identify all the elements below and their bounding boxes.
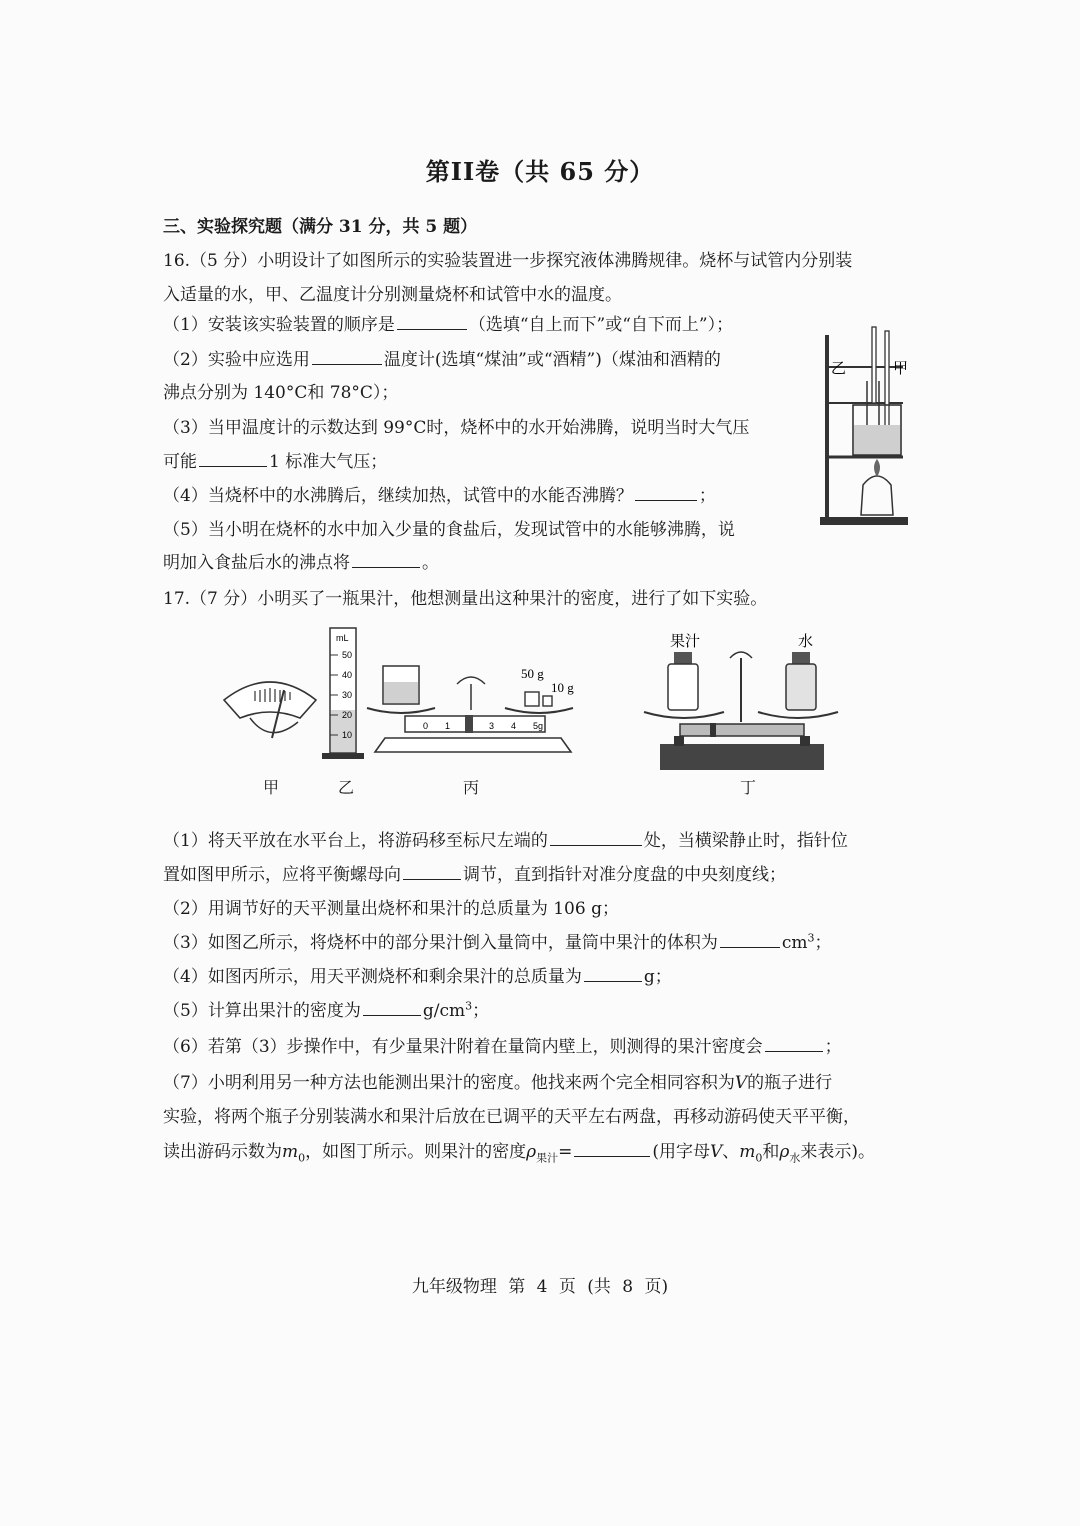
q16-part5-cont xyxy=(163,548,439,573)
q16-p2-text-a: （2）实验中应选用 xyxy=(163,350,310,370)
ruler-tick-label: 3 xyxy=(489,721,495,731)
q16-part4 xyxy=(163,481,716,506)
q17-p7-text-f: = xyxy=(558,1142,573,1162)
thermometer-jia xyxy=(872,327,876,403)
weight-50g-label: 50 g xyxy=(521,666,544,681)
q17-p7-var-v2: V xyxy=(710,1142,723,1162)
q16-p1-blank[interactable] xyxy=(397,312,467,330)
rider[interactable] xyxy=(465,715,473,733)
q16-p5-text-c: 。 xyxy=(422,553,439,573)
fig-label-ding: 丁 xyxy=(740,778,757,797)
figure-ding-balance xyxy=(640,628,840,776)
q17-p4-blank[interactable] xyxy=(584,964,642,982)
q17-part1-cont xyxy=(163,860,786,885)
q17-p7-rho2-sub: 水 xyxy=(789,1151,801,1165)
q17-p7-var-m2: m xyxy=(739,1142,756,1162)
q17-p7-rho-sub: 果汁 xyxy=(536,1151,559,1165)
cylinder-tick-label: 40 xyxy=(342,670,353,680)
q16-p3-text-c: 1 标准大气压； xyxy=(269,452,388,472)
q17-p7-blank[interactable] xyxy=(574,1139,650,1157)
q16-p4-text-b: ； xyxy=(698,486,716,506)
beaker-water xyxy=(854,425,900,454)
weight-50g xyxy=(525,692,539,706)
q16-p2-text-b: 温度计(选填“煤油”或“酒精”)（煤油和酒精的 xyxy=(383,350,721,370)
pointer-scale xyxy=(730,652,752,658)
q17-p7-var-m-sub: 0 xyxy=(298,1151,306,1165)
q17-part7-line2: 实验，将两个瓶子分别装满水和果汁后放在已调平的天平左右两盘，再移动游码使天平平衡， xyxy=(163,1107,860,1127)
alcohol-lamp xyxy=(861,476,893,515)
figure-bing-balance xyxy=(365,660,580,760)
q17-p7-rho2: ρ xyxy=(779,1142,790,1162)
q17-p7-text-h: 、 xyxy=(722,1142,740,1162)
weight-10g xyxy=(543,696,552,706)
q17-p7-var-m2-sub: 0 xyxy=(755,1151,763,1165)
q17-p5-text-c: ； xyxy=(472,1001,490,1021)
q16-p3-text-b: 可能 xyxy=(163,452,197,472)
q17-p7-text-a: （7）小明利用另一种方法也能测出果汁的密度。他找来两个完全相同容积为 xyxy=(163,1073,735,1093)
q16-p4-text-a: （4）当烧杯中的水沸腾后，继续加热，试管中的水能否沸腾？ xyxy=(163,486,633,506)
right-foot xyxy=(800,736,810,746)
boiling-apparatus-figure xyxy=(815,325,915,530)
q17-p1-blank1[interactable] xyxy=(550,828,642,846)
thermometer-yi xyxy=(885,331,889,431)
stand-base xyxy=(820,517,908,525)
q17-p7-rho: ρ xyxy=(526,1142,537,1162)
q17-part2: （2）用调节好的天平测量出烧杯和果汁的总质量为 106 g； xyxy=(163,899,619,919)
q16-part1 xyxy=(163,310,733,335)
rider[interactable] xyxy=(710,723,716,737)
q16-p1-text-a: （1）安装该实验装置的顺序是 xyxy=(163,315,395,335)
q16-part2-cont: 沸点分别为 140°C和 78°C）； xyxy=(163,383,399,403)
left-pan xyxy=(644,712,724,718)
page-title: 第II卷（共 65 分） xyxy=(425,157,655,186)
q17-part6 xyxy=(163,1032,842,1057)
cylinder-unit: mL xyxy=(336,633,349,643)
figure-yi-cylinder xyxy=(318,625,368,765)
q17-p1-text-c: 置如图甲所示，应将平衡螺母向 xyxy=(163,865,401,885)
q17-part1 xyxy=(163,826,848,851)
q16-part5: （5）当小明在烧杯的水中加入少量的食盐后，发现试管中的水能够沸腾，说 xyxy=(163,520,735,540)
q17-part3 xyxy=(163,928,831,953)
q17-p1-text-a: （1）将天平放在水平台上，将游码移至标尺左端的 xyxy=(163,831,548,851)
beaker-juice xyxy=(384,682,418,703)
q17-part7 xyxy=(163,1068,832,1093)
q17-p1-text-b: 处，当横梁静止时，指针位 xyxy=(643,831,848,851)
q17-p7-text-g: (用字母 xyxy=(652,1142,711,1162)
q17-p7-text-i: 和 xyxy=(762,1142,780,1162)
cylinder-base xyxy=(322,753,364,759)
ruler-tick-label: 0 xyxy=(423,721,429,731)
q16-p4-blank[interactable] xyxy=(635,483,697,501)
weight-10g-label: 10 g xyxy=(551,680,574,695)
q17-p7-var-v: V xyxy=(734,1073,748,1093)
q17-p6-text-b: ； xyxy=(824,1037,842,1057)
section-heading: 三、实验探究题（满分 31 分，共 5 题） xyxy=(163,217,478,237)
page-footer: 九年级物理 第 4 页 (共 8 页) xyxy=(411,1277,669,1297)
juice-bottle xyxy=(668,664,698,710)
ruler-tick-label: 4 xyxy=(511,721,517,731)
q17-p3-text-c: ； xyxy=(814,933,832,953)
q17-p7-text-e: ，如图丁所示。则果汁的密度 xyxy=(305,1142,527,1162)
q17-part4 xyxy=(163,962,672,987)
q16-p1-text-b: （选填“自上而下”或“自下而上”）； xyxy=(468,315,734,335)
q16-intro-line2: 入适量的水，甲、乙温度计分别测量烧杯和试管中水的温度。 xyxy=(163,285,622,305)
fig-label-jia: 甲 xyxy=(263,778,280,797)
q17-p3-blank[interactable] xyxy=(720,930,780,948)
left-foot xyxy=(674,736,684,746)
water-bottle-cap xyxy=(792,652,810,664)
q16-intro-line1: 16.（5 分）小明设计了如图所示的实验装置进一步探究液体沸腾规律。烧杯与试管内分别装 xyxy=(163,251,853,271)
label-yi: 乙 xyxy=(831,361,847,377)
cylinder-tick-label: 50 xyxy=(342,650,353,660)
q17-p7-text-b: 的瓶子进行 xyxy=(747,1073,833,1093)
q17-p3-unit: cm xyxy=(781,933,808,953)
q16-p5-text-b: 明加入食盐后水的沸点将 xyxy=(163,553,350,573)
q17-p7-var-m: m xyxy=(282,1142,299,1162)
pointer-scale xyxy=(457,677,485,684)
q17-part5 xyxy=(163,996,489,1021)
q17-p3-text-a: （3）如图乙所示，将烧杯中的部分果汁倒入量筒中，量筒中果汁的体积为 xyxy=(163,933,718,953)
q17-p1-blank2[interactable] xyxy=(403,862,461,880)
q17-p3-sup: 3 xyxy=(807,931,815,945)
q17-p5-blank[interactable] xyxy=(363,998,421,1016)
q16-p3-blank[interactable] xyxy=(199,449,267,467)
juice-bottle-cap xyxy=(674,652,692,664)
q17-p5-unit: g/cm xyxy=(422,1001,466,1021)
flame-icon xyxy=(874,459,880,477)
cylinder-tick-label: 20 xyxy=(342,710,353,720)
juice-label: 果汁 xyxy=(670,634,701,650)
q17-p6-blank[interactable] xyxy=(765,1034,823,1052)
q17-p4-text-a: （4）如图丙所示，用天平测烧杯和剩余果汁的总质量为 xyxy=(163,967,582,987)
q17-p5-text-a: （5）计算出果汁的密度为 xyxy=(163,1001,361,1021)
right-pan xyxy=(505,708,573,713)
fig-label-bing: 丙 xyxy=(463,778,480,797)
q17-part7-line3 xyxy=(163,1137,875,1165)
q16-part3-cont xyxy=(163,447,387,472)
water-label: 水 xyxy=(798,634,814,650)
q17-p4-text-b: g； xyxy=(643,967,672,987)
ruler-tick-label: 1 xyxy=(445,721,451,731)
figure-jia-dial xyxy=(220,670,320,745)
q16-part3: （3）当甲温度计的示数达到 99°C时，烧杯中的水开始沸腾，说明当时大气压 xyxy=(163,418,750,438)
q17-p5-sup: 3 xyxy=(465,999,473,1013)
cylinder-tick-label: 30 xyxy=(342,690,353,700)
q17-intro: 17.（7 分）小明买了一瓶果汁，他想测量出这种果汁的密度，进行了如下实验。 xyxy=(163,589,768,609)
fig-label-yi: 乙 xyxy=(338,778,355,797)
q16-p5-blank[interactable] xyxy=(352,550,420,568)
right-pan xyxy=(758,712,838,718)
water-bottle xyxy=(786,664,816,710)
q16-part2 xyxy=(163,345,721,370)
q17-p6-text-a: （6）若第（3）步操作中，有少量果汁附着在量筒内壁上，则测得的果汁密度会 xyxy=(163,1037,763,1057)
label-jia: 甲 xyxy=(893,361,909,377)
balance-base xyxy=(375,738,571,752)
cylinder-tick-label: 10 xyxy=(342,730,353,740)
q17-p7-text-d: 读出游码示数为 xyxy=(163,1142,282,1162)
q17-p7-text-j: 来表示)。 xyxy=(800,1142,876,1162)
beam-ruler xyxy=(680,724,804,736)
q17-p1-text-d: 调节，直到指针对准分度盘的中央刻度线； xyxy=(463,865,786,885)
ruler-tick-label: 5g xyxy=(533,721,544,731)
balance-base xyxy=(660,744,824,770)
left-pan xyxy=(367,708,435,713)
q16-p2-blank[interactable] xyxy=(312,347,382,365)
stand-rod xyxy=(825,335,829,520)
